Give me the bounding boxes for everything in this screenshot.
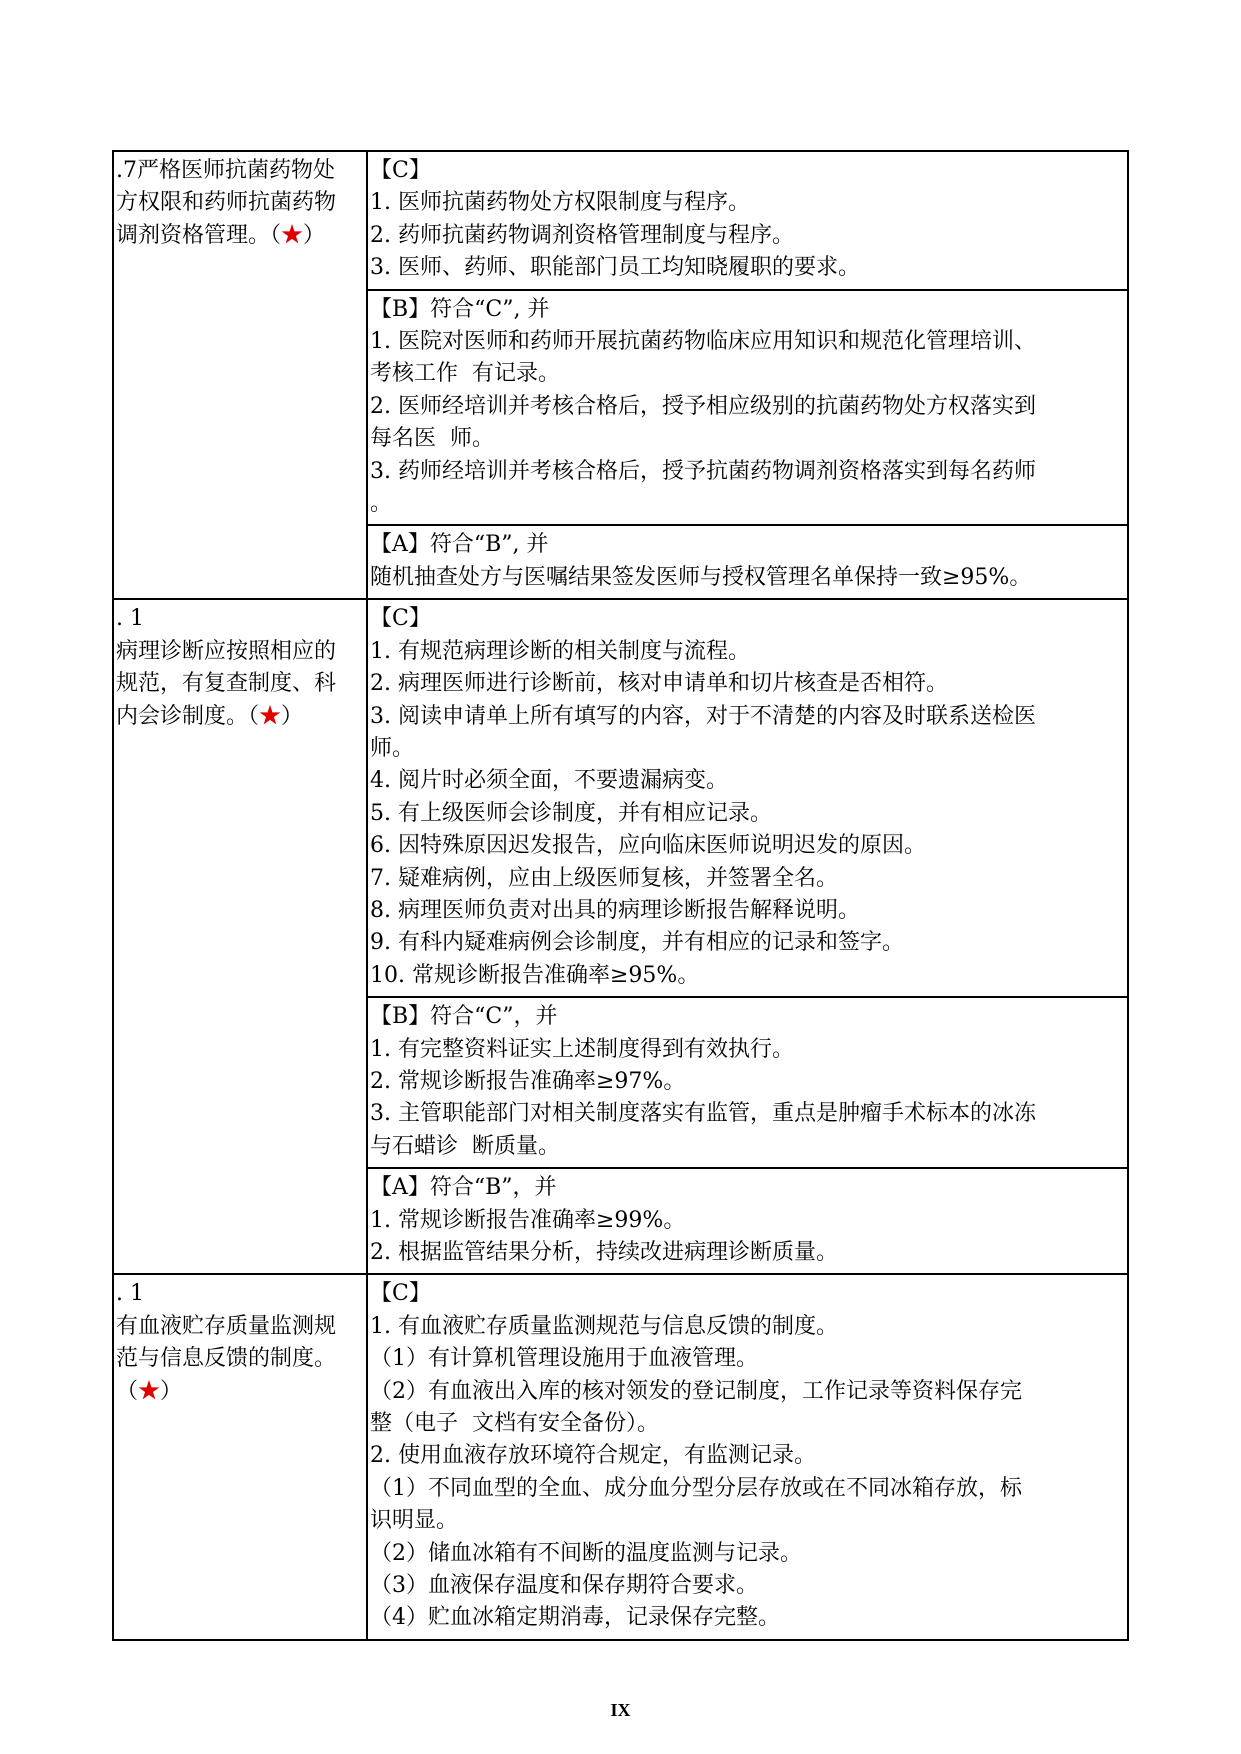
criteria-line: 10. 常规诊断报告准确率≥95%。: [370, 962, 700, 988]
standard-item-line: . 1: [116, 1281, 144, 1307]
standard-item-cell: [113, 599, 367, 1274]
grade-criteria-cell: [367, 1274, 1128, 1639]
standard-item-cell: [113, 151, 367, 599]
criteria-line: 。: [370, 491, 393, 517]
criteria-line: 2. 根据监管结果分析，持续改进病理诊断质量。: [370, 1240, 838, 1265]
standard-item-line: 方权限和药师抗菌药物: [116, 190, 337, 216]
criteria-line: 识明显。: [370, 1508, 459, 1534]
standard-item-line: 范与信息反馈的制度。: [116, 1346, 337, 1372]
criteria-line: 每名医 师。: [370, 426, 494, 452]
standard-item-line: 有血液贮存质量监测规: [116, 1313, 337, 1339]
standard-item-cell: [113, 1274, 367, 1639]
criteria-line: （1）不同血型的全血、成分血分型分层存放或在不同冰箱存放，标: [370, 1475, 1022, 1501]
criteria-line: 2. 使用血液存放环境符合规定，有监测记录。: [370, 1443, 816, 1469]
criteria-line: 1. 医师抗菌药物处方权限制度与程序。: [370, 190, 750, 216]
criteria-line: 3. 医师、药师、职能部门员工均知晓履职的要求。: [370, 255, 860, 281]
grade-criteria-cell: [367, 1168, 1128, 1274]
grade-heading: 【C】: [370, 1281, 431, 1307]
grade-heading: 【A】符合“B”, 并: [370, 532, 549, 558]
page-number: IX: [610, 1700, 631, 1720]
section-row: [113, 599, 1128, 997]
criteria-line: （2）有血液出入库的核对领发的登记制度，工作记录等资料保存完: [370, 1378, 1022, 1404]
standard-item-line: . 1: [116, 606, 144, 632]
section-row: [113, 1274, 1128, 1639]
criteria-line: 3. 药师经培训并考核合格后，授予抗菌药物调剂资格落实到每名药师: [370, 458, 1036, 484]
criteria-line: 1. 有完整资料证实上述制度得到有效执行。: [370, 1036, 794, 1062]
criteria-line: 随机抽查处方与医嘱结果签发医师与授权管理名单保持一致≥95%。: [370, 564, 1032, 590]
criteria-line: 师。: [370, 735, 415, 761]
criteria-line: 1. 有规范病理诊断的相关制度与流程。: [370, 638, 750, 664]
core-item-star-icon: ★: [259, 703, 282, 729]
standard-item-text: 调剂资格管理。（: [116, 222, 282, 248]
standard-item-line: .7严格医师抗菌药物处: [116, 158, 335, 183]
criteria-line: 3. 主管职能部门对相关制度落实有监管，重点是肿瘤手术标本的冰冻: [370, 1101, 1036, 1127]
criteria-line: （4）贮血冰箱定期消毒，记录保存完整。: [370, 1605, 780, 1631]
grade-heading: 【C】: [370, 606, 431, 632]
criteria-line: 考核工作 有记录。: [370, 361, 560, 387]
criteria-line: 2. 药师抗菌药物调剂资格管理制度与程序。: [370, 222, 794, 248]
criteria-line: 5. 有上级医师会诊制度，并有相应记录。: [370, 800, 772, 826]
grade-criteria-cell: [367, 599, 1128, 997]
standard-item-line: [116, 1376, 365, 1408]
grade-heading: 【B】符合“C”，并: [370, 1004, 558, 1030]
criteria-line: 与石蜡诊 断质量。: [370, 1133, 560, 1159]
criteria-line: 7. 疑难病例，应由上级医师复核，并签署全名。: [370, 865, 838, 891]
criteria-line: （3）血液保存温度和保存期符合要求。: [370, 1573, 758, 1599]
criteria-line: （1）有计算机管理设施用于血液管理。: [370, 1346, 758, 1372]
criteria-line: 2. 病理医师进行诊断前，核对申请单和切片核查是否相符。: [370, 671, 948, 697]
grade-heading: 【B】符合“C”, 并: [370, 296, 550, 322]
standard-item-bracket: ）: [160, 1378, 183, 1404]
grade-heading: 【A】符合“B”，并: [370, 1175, 557, 1201]
standard-item-bracket: ）: [281, 703, 304, 729]
criteria-line: 2. 常规诊断报告准确率≥97%。: [370, 1068, 686, 1094]
criteria-line: 1. 常规诊断报告准确率≥99%。: [370, 1207, 686, 1233]
grade-criteria-cell: [367, 525, 1128, 599]
standard-item-text: 内会诊制度。（: [116, 703, 260, 729]
standard-item-line: 规范，有复查制度、科: [116, 671, 337, 697]
criteria-line: 整（电子 文档有安全备份）。: [370, 1411, 659, 1437]
criteria-line: 8. 病理医师负责对出具的病理诊断报告解释说明。: [370, 897, 860, 923]
criteria-line: 2. 医师经培训并考核合格后，授予相应级别的抗菌药物处方权落实到: [370, 393, 1036, 419]
grade-criteria-cell: [367, 290, 1128, 526]
criteria-line: 1. 有血液贮存质量监测规范与信息反馈的制度。: [370, 1313, 838, 1339]
criteria-line: （2）储血冰箱有不间断的温度监测与记录。: [370, 1540, 802, 1566]
criteria-line: 3. 阅读申请单上所有填写的内容，对于不清楚的内容及时联系送检医: [370, 703, 1036, 729]
standard-item-line: [116, 701, 365, 733]
criteria-line: 9. 有科内疑难病例会诊制度，并有相应的记录和签字。: [370, 930, 904, 956]
grade-criteria-cell: [367, 151, 1128, 290]
standard-item-line: [116, 220, 365, 252]
grade-heading: 【C】: [370, 158, 431, 183]
criteria-line: 1. 医院对医师和药师开展抗菌药物临床应用知识和规范化管理培训、: [370, 329, 1036, 355]
core-item-star-icon: ★: [138, 1378, 161, 1404]
section-row: [113, 151, 1128, 290]
standard-item-line: 病理诊断应按照相应的: [116, 638, 337, 664]
core-item-star-icon: ★: [281, 222, 304, 248]
grade-criteria-cell: [367, 997, 1128, 1168]
standard-item-bracket: ）: [303, 222, 326, 248]
standard-item-text: （: [116, 1378, 139, 1404]
standards-table: [112, 150, 1129, 1641]
standards-table-body: [113, 151, 1128, 1640]
criteria-line: 4. 阅片时必须全面，不要遗漏病变。: [370, 768, 728, 794]
criteria-line: 6. 因特殊原因迟发报告，应向临床医师说明迟发的原因。: [370, 833, 926, 859]
